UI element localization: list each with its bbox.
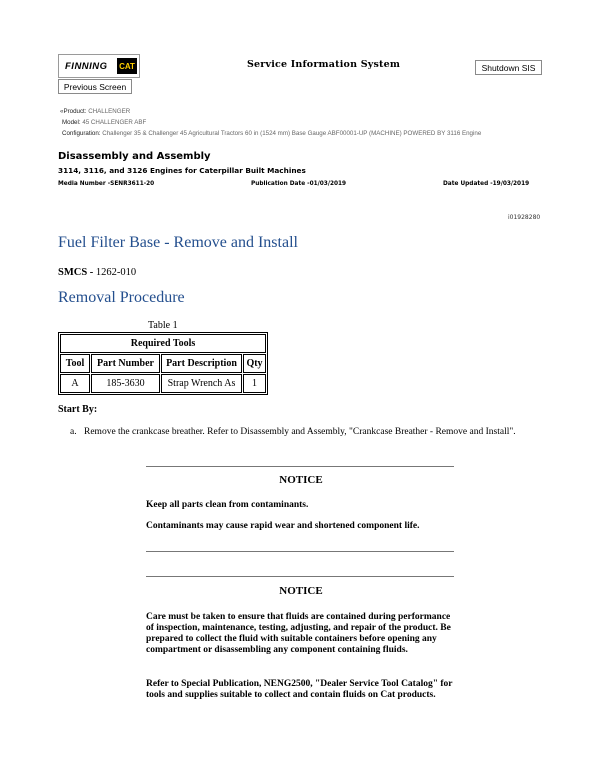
- table-cell: 185-3630: [91, 374, 160, 393]
- table-header-row: [60, 354, 266, 373]
- notice-divider: [146, 551, 454, 552]
- notice-paragraph: Refer to Special Publication, NENG2500, "Dealer Service Tool Catalog" for tools and supplies suitable to collect and contain fluids on Cat products.: [146, 679, 453, 700]
- configuration-value: Challenger 35 & Challenger 45 Agricultural Tractors 60 in (1524 mm) Base Gauge ABF00001-UP (MACHINE) POWERED BY 3116 Engine: [102, 130, 482, 137]
- column-header: Qty: [243, 354, 266, 373]
- product-row: [60, 108, 130, 115]
- table-cell: A: [60, 374, 90, 393]
- product-label: Product:: [63, 108, 87, 115]
- model-value: 45 CHALLENGER ABF: [82, 119, 147, 126]
- table-cell: 1: [243, 374, 266, 393]
- product-value: CHALLENGER: [88, 108, 131, 115]
- notice-paragraph: Care must be taken to ensure that fluids are contained during performance of inspection, maintenance, testing, adjusting, and repair of the product. Be prepared to collect the fluid with suitable containers before opening any compartment or disassembling any component containing fluids.: [146, 612, 451, 655]
- configuration-row: [62, 130, 481, 137]
- notice-title: NOTICE: [279, 474, 323, 486]
- date-updated: Date Updated -19/03/2019: [443, 181, 530, 187]
- table-row: [60, 374, 266, 393]
- procedure-title: Fuel Filter Base - Remove and Install: [58, 234, 298, 251]
- page-title: Service Information System: [247, 59, 401, 70]
- step-item: [70, 427, 520, 438]
- column-header: Tool: [60, 354, 90, 373]
- previous-screen-button[interactable]: Previous Screen: [58, 79, 132, 94]
- smcs-value: 1262-010: [95, 267, 137, 278]
- product-arrow-icon: «: [60, 108, 64, 115]
- cat-logo-icon: CAT: [117, 58, 137, 74]
- publication-date: Publication Date -01/03/2019: [251, 181, 347, 187]
- document-subtitle: 3114, 3116, and 3126 Engines for Caterpillar Built Machines: [58, 166, 306, 175]
- notice-divider: [146, 576, 454, 577]
- table-cell: Strap Wrench As: [161, 374, 242, 393]
- smcs-label: SMCS -: [58, 267, 94, 278]
- column-header: Part Description: [161, 354, 242, 373]
- table-caption: Table 1: [148, 320, 178, 331]
- notice-paragraph: Contaminants may cause rapid wear and shortened component life.: [146, 521, 420, 531]
- image-id: i01928280: [508, 214, 541, 221]
- section-heading: Disassembly and Assembly: [58, 151, 211, 162]
- media-number: Media Number -SENR3611-20: [58, 181, 155, 187]
- start-by-label: Start By:: [58, 404, 98, 415]
- smcs-code: [58, 267, 136, 278]
- configuration-label: Configuration:: [62, 130, 101, 137]
- notice-divider: [146, 466, 454, 467]
- model-label: Model:: [62, 119, 81, 126]
- column-header: Part Number: [91, 354, 160, 373]
- table-header: Required Tools: [60, 334, 266, 353]
- required-tools-table: [58, 332, 268, 395]
- logo-text: FINNING: [65, 60, 108, 72]
- removal-heading: Removal Procedure: [58, 289, 185, 306]
- model-row: [62, 119, 146, 126]
- shutdown-sis-button[interactable]: Shutdown SIS: [475, 60, 542, 75]
- step-text: Remove the crankcase breather. Refer to Disassembly and Assembly, "Crankcase Breather - Remove and Install".: [84, 427, 516, 437]
- step-label: a.: [70, 427, 77, 437]
- notice-title: NOTICE: [279, 585, 323, 597]
- notice-paragraph: Keep all parts clean from contaminants.: [146, 500, 309, 510]
- finning-cat-logo: [58, 54, 140, 78]
